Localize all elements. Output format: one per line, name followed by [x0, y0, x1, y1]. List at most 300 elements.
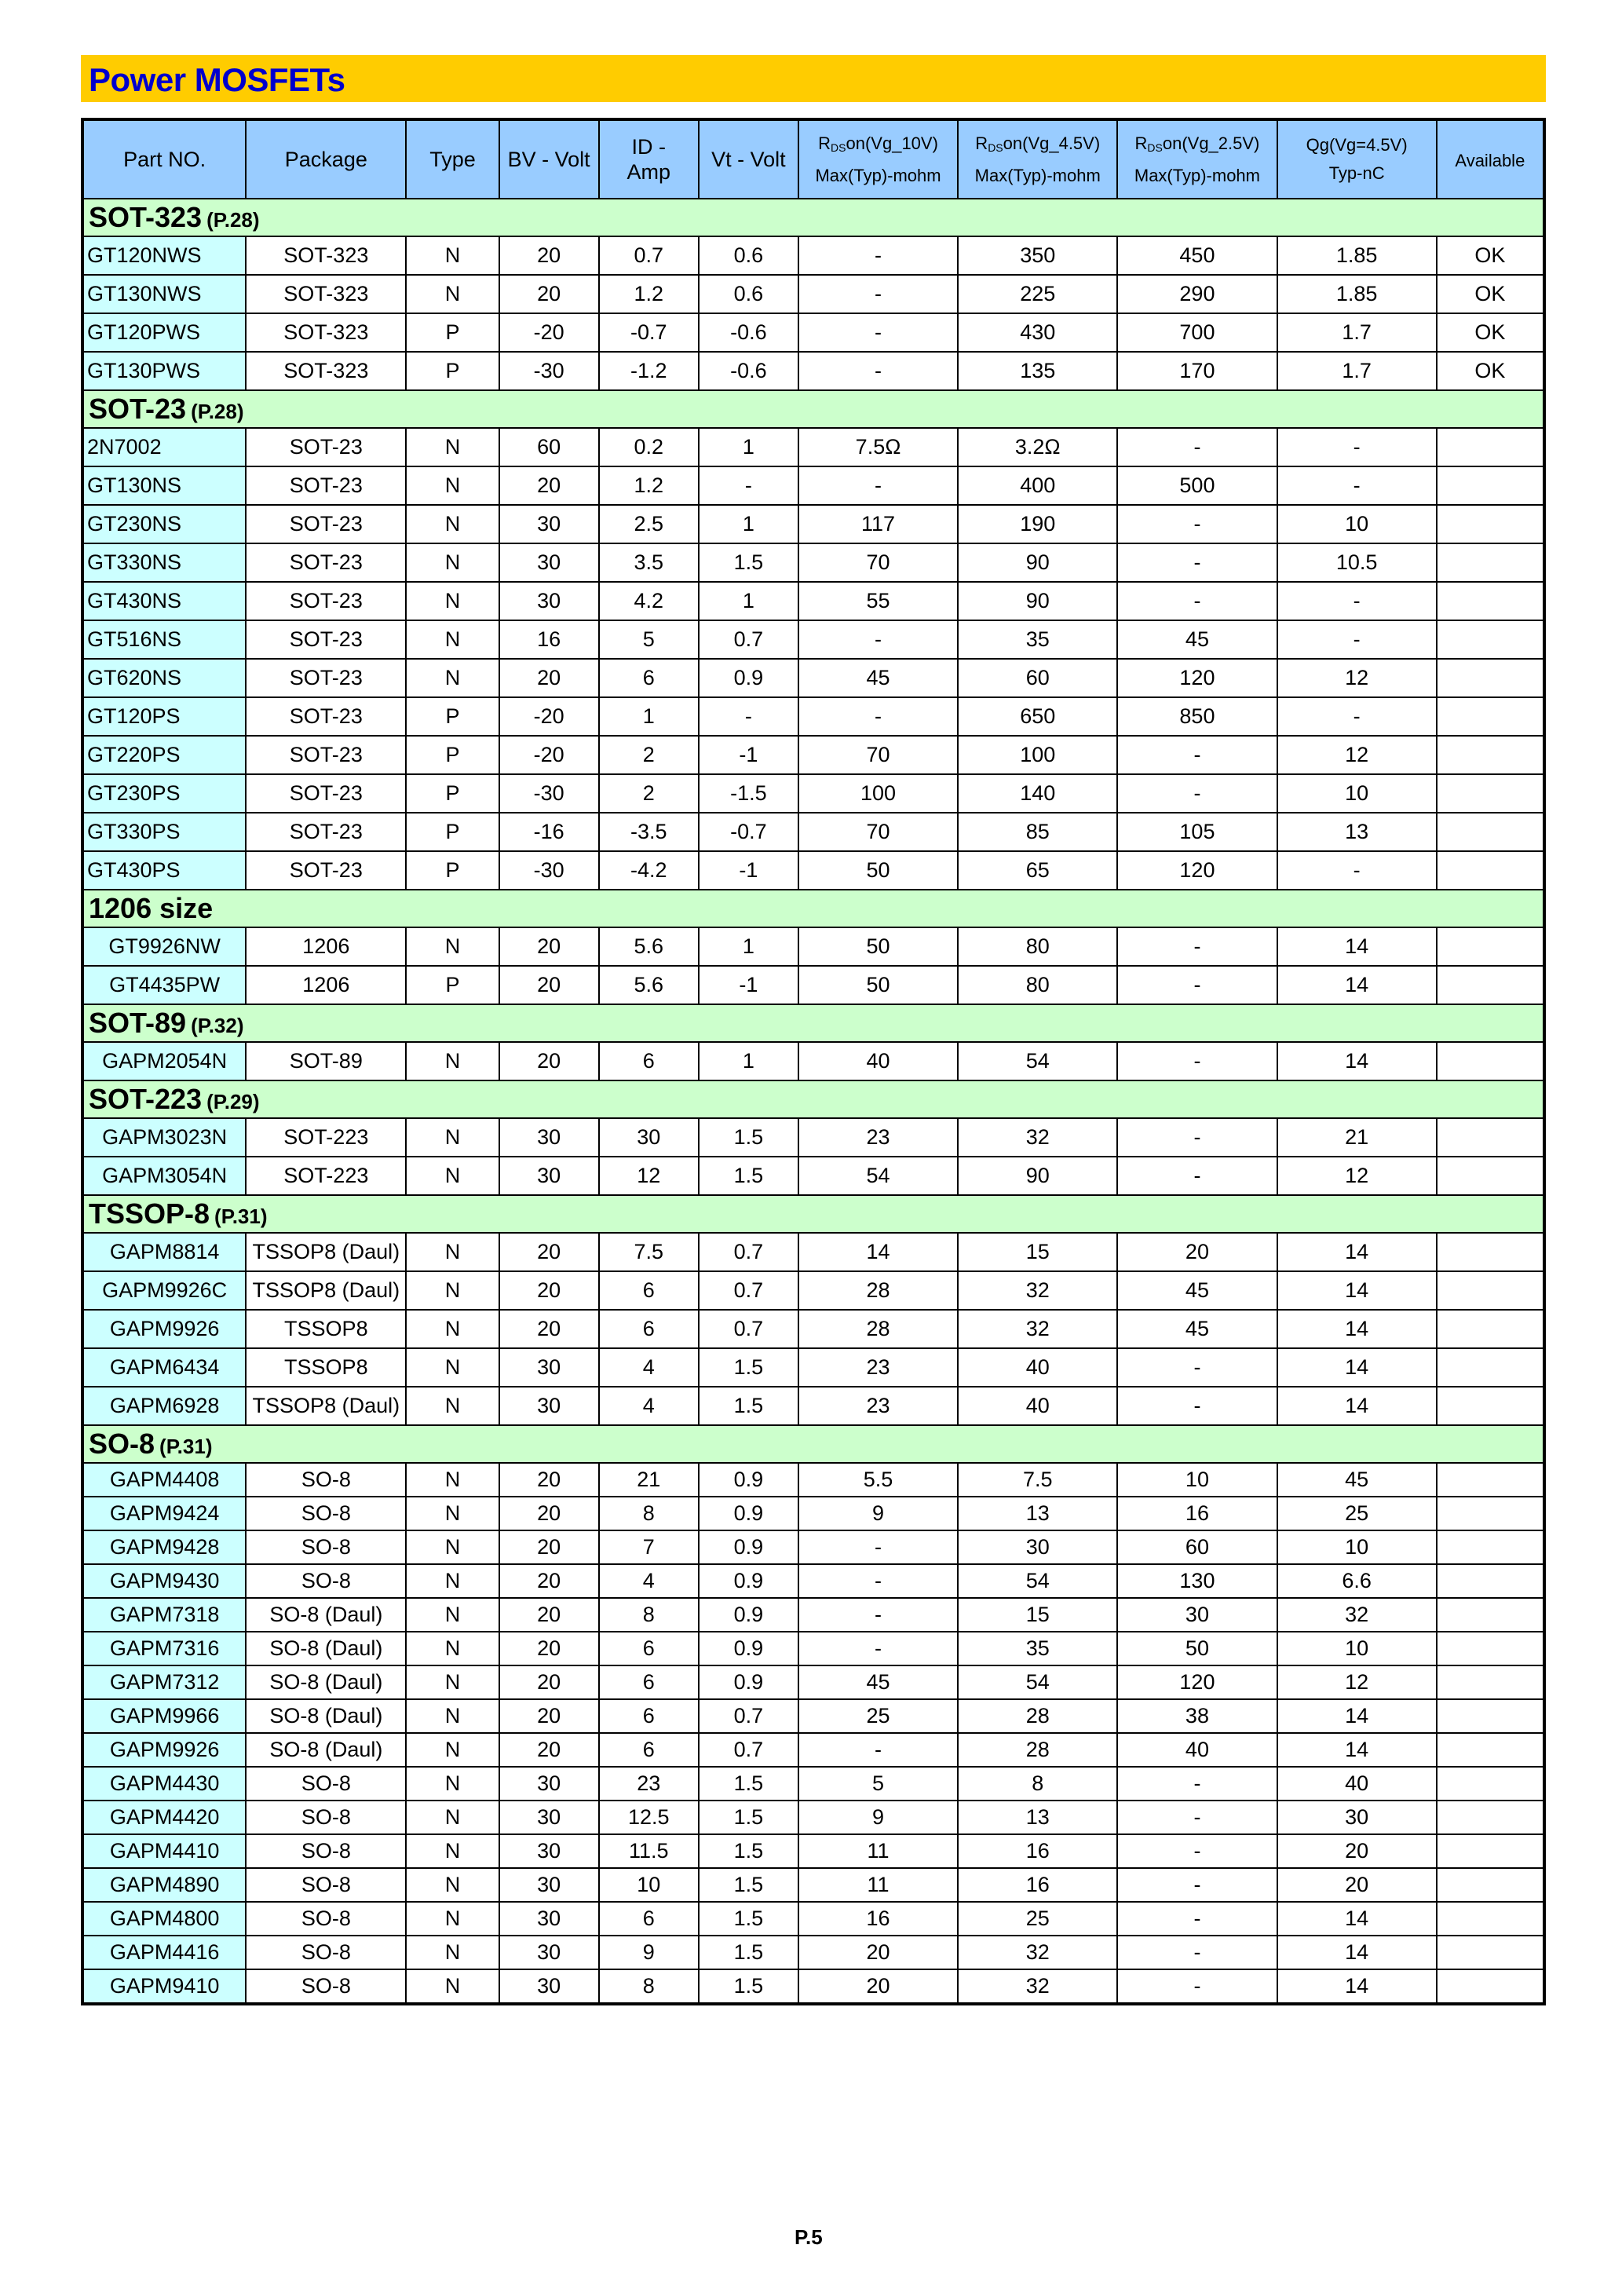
cell-r45: 32 [958, 1936, 1117, 1969]
table-row [82, 697, 1544, 736]
table-row [82, 1733, 1544, 1767]
header-row [82, 119, 1544, 199]
cell-r10: 50 [798, 851, 958, 890]
cell-part: GT516NS [82, 620, 246, 659]
cell-package: SO-8 [246, 1801, 406, 1834]
cell-part: GAPM4890 [82, 1868, 246, 1902]
table-row [82, 1632, 1544, 1665]
cell-qg: 14 [1277, 1387, 1437, 1425]
cell-id: 3.5 [599, 543, 699, 582]
cell-part: GAPM9926C [82, 1271, 246, 1310]
table-row [82, 1564, 1544, 1598]
cell-available [1437, 1564, 1544, 1598]
cell-type: N [406, 236, 499, 275]
cell-part: GAPM9410 [82, 1969, 246, 2004]
cell-r10: - [798, 275, 958, 313]
cell-part: GAPM7316 [82, 1632, 246, 1665]
cell-r25: - [1117, 1902, 1277, 1936]
cell-bv: 30 [499, 1118, 599, 1157]
cell-part: GAPM4420 [82, 1801, 246, 1834]
cell-available [1437, 543, 1544, 582]
cell-r10: 5 [798, 1767, 958, 1801]
cell-bv: 20 [499, 1497, 599, 1530]
cell-available [1437, 927, 1544, 966]
cell-type: P [406, 813, 499, 851]
cell-r25: 45 [1117, 1271, 1277, 1310]
cell-vt: -0.6 [699, 352, 798, 390]
cell-r25: 50 [1117, 1632, 1277, 1665]
cell-type: N [406, 1801, 499, 1834]
cell-package: SOT-23 [246, 736, 406, 774]
cell-vt: 0.9 [699, 1497, 798, 1530]
section-name: SOT-323 [89, 201, 203, 233]
cell-r25: 120 [1117, 851, 1277, 890]
cell-r25: 10 [1117, 1463, 1277, 1497]
table-row [82, 1969, 1544, 2004]
cell-part: GAPM4416 [82, 1936, 246, 1969]
cell-r10: 70 [798, 736, 958, 774]
cell-type: N [406, 1157, 499, 1195]
cell-r10: 70 [798, 813, 958, 851]
cell-r10: 20 [798, 1936, 958, 1969]
cell-available: OK [1437, 275, 1544, 313]
cell-r25: 130 [1117, 1564, 1277, 1598]
cell-type: N [406, 1767, 499, 1801]
header-type-label: Type [429, 147, 476, 171]
cell-type: N [406, 1834, 499, 1868]
cell-part: GAPM8814 [82, 1233, 246, 1271]
cell-r10: 23 [798, 1387, 958, 1425]
cell-qg: 14 [1277, 1348, 1437, 1387]
mosfet-table [81, 118, 1546, 2005]
cell-part: GAPM7318 [82, 1598, 246, 1632]
cell-package: SOT-23 [246, 620, 406, 659]
header-qg [1277, 119, 1437, 199]
header-rds-10v-cond: on(Vg_10V) [846, 133, 938, 153]
cell-r25: 120 [1117, 1665, 1277, 1699]
cell-package: SO-8 [246, 1497, 406, 1530]
table-row [82, 927, 1544, 966]
cell-id: 4 [599, 1387, 699, 1425]
cell-id: 23 [599, 1767, 699, 1801]
cell-id: 6 [599, 659, 699, 697]
cell-r45: 100 [958, 736, 1117, 774]
cell-r45: 190 [958, 505, 1117, 543]
cell-part: GT120PS [82, 697, 246, 736]
cell-r25: 16 [1117, 1497, 1277, 1530]
header-rds-10v-unit: Max(Typ)-mohm [815, 165, 941, 185]
cell-id: 6 [599, 1733, 699, 1767]
section-header-cell [82, 390, 1544, 428]
cell-type: N [406, 1969, 499, 2004]
cell-r10: 25 [798, 1699, 958, 1733]
cell-bv: -30 [499, 851, 599, 890]
cell-bv: 30 [499, 1902, 599, 1936]
cell-r10: 28 [798, 1310, 958, 1348]
cell-part: GT230NS [82, 505, 246, 543]
cell-r45: 54 [958, 1042, 1117, 1080]
cell-r10: - [798, 1530, 958, 1564]
cell-qg: 1.85 [1277, 236, 1437, 275]
cell-bv: 20 [499, 1233, 599, 1271]
cell-r45: 16 [958, 1834, 1117, 1868]
cell-vt: -0.7 [699, 813, 798, 851]
cell-qg: 10 [1277, 1632, 1437, 1665]
section-header-cell [82, 890, 1544, 927]
header-rds-10v-sub: DS [831, 141, 846, 154]
cell-id: 5.6 [599, 966, 699, 1004]
cell-r25: - [1117, 1969, 1277, 2004]
cell-qg: - [1277, 697, 1437, 736]
cell-r25: - [1117, 582, 1277, 620]
cell-vt: 0.6 [699, 275, 798, 313]
cell-r45: 32 [958, 1271, 1117, 1310]
cell-r10: 100 [798, 774, 958, 813]
cell-bv: 30 [499, 1801, 599, 1834]
cell-qg: 12 [1277, 659, 1437, 697]
header-rds-10v-r: R [818, 133, 831, 153]
cell-r45: 65 [958, 851, 1117, 890]
table-row [82, 1699, 1544, 1733]
cell-id: 2 [599, 736, 699, 774]
cell-id: 2.5 [599, 505, 699, 543]
cell-vt: -1.5 [699, 774, 798, 813]
section-header [82, 199, 1544, 236]
cell-vt: 0.9 [699, 1564, 798, 1598]
cell-qg: 14 [1277, 1699, 1437, 1733]
cell-id: 9 [599, 1936, 699, 1969]
cell-bv: 20 [499, 275, 599, 313]
cell-qg: 12 [1277, 736, 1437, 774]
cell-qg: 21 [1277, 1118, 1437, 1157]
cell-package: SOT-23 [246, 659, 406, 697]
cell-id: 12.5 [599, 1801, 699, 1834]
cell-id: 6 [599, 1902, 699, 1936]
cell-package: TSSOP8 (Daul) [246, 1387, 406, 1425]
cell-available [1437, 1767, 1544, 1801]
cell-available [1437, 1118, 1544, 1157]
cell-part: GT220PS [82, 736, 246, 774]
cell-id: 8 [599, 1598, 699, 1632]
header-rds-10v [798, 119, 958, 199]
cell-bv: 30 [499, 1157, 599, 1195]
cell-r25: 20 [1117, 1233, 1277, 1271]
cell-vt: 0.7 [699, 1310, 798, 1348]
cell-id: 11.5 [599, 1834, 699, 1868]
header-rds-45v-sub: DS [988, 141, 1003, 154]
cell-r45: 35 [958, 1632, 1117, 1665]
cell-r25: 105 [1117, 813, 1277, 851]
cell-r45: 54 [958, 1665, 1117, 1699]
cell-part: GAPM3054N [82, 1157, 246, 1195]
cell-r45: 350 [958, 236, 1117, 275]
cell-type: N [406, 1632, 499, 1665]
cell-package: SOT-323 [246, 352, 406, 390]
cell-type: N [406, 1902, 499, 1936]
section-header-cell [82, 1425, 1544, 1463]
cell-r45: 40 [958, 1348, 1117, 1387]
cell-vt: 1 [699, 505, 798, 543]
section-name: TSSOP-8 [89, 1197, 210, 1230]
cell-vt: 0.9 [699, 1665, 798, 1699]
table-row [82, 1902, 1544, 1936]
cell-r45: 16 [958, 1868, 1117, 1902]
cell-qg: - [1277, 428, 1437, 466]
table-row [82, 543, 1544, 582]
cell-r25: - [1117, 1936, 1277, 1969]
cell-bv: 20 [499, 927, 599, 966]
cell-available [1437, 659, 1544, 697]
cell-type: N [406, 659, 499, 697]
cell-available: OK [1437, 313, 1544, 352]
cell-id: 8 [599, 1969, 699, 2004]
cell-available [1437, 1699, 1544, 1733]
cell-available [1437, 1042, 1544, 1080]
cell-package: SOT-23 [246, 466, 406, 505]
cell-package: SOT-23 [246, 428, 406, 466]
cell-available [1437, 1530, 1544, 1564]
cell-available [1437, 1157, 1544, 1195]
cell-qg: 30 [1277, 1801, 1437, 1834]
cell-qg: 10 [1277, 1530, 1437, 1564]
cell-r45: 7.5 [958, 1463, 1117, 1497]
table-row [82, 428, 1544, 466]
cell-available [1437, 736, 1544, 774]
header-rds-45v-unit: Max(Typ)-mohm [974, 165, 1101, 185]
cell-r25: - [1117, 428, 1277, 466]
cell-bv: 30 [499, 1387, 599, 1425]
table-row [82, 1868, 1544, 1902]
cell-r10: 70 [798, 543, 958, 582]
table-row [82, 236, 1544, 275]
section-page-ref: (P.31) [159, 1435, 213, 1458]
cell-type: P [406, 966, 499, 1004]
cell-vt: 1.5 [699, 1936, 798, 1969]
cell-package: SO-8 [246, 1767, 406, 1801]
cell-r25: 45 [1117, 620, 1277, 659]
cell-r45: 25 [958, 1902, 1117, 1936]
cell-available [1437, 1463, 1544, 1497]
cell-bv: 20 [499, 236, 599, 275]
cell-part: GT330NS [82, 543, 246, 582]
cell-type: N [406, 620, 499, 659]
cell-package: TSSOP8 (Daul) [246, 1233, 406, 1271]
cell-package: TSSOP8 (Daul) [246, 1271, 406, 1310]
cell-package: 1206 [246, 966, 406, 1004]
cell-r10: 16 [798, 1902, 958, 1936]
cell-r10: 117 [798, 505, 958, 543]
cell-r45: 90 [958, 543, 1117, 582]
cell-type: N [406, 582, 499, 620]
cell-part: GAPM9430 [82, 1564, 246, 1598]
cell-vt: - [699, 466, 798, 505]
cell-package: SOT-23 [246, 813, 406, 851]
cell-available: OK [1437, 236, 1544, 275]
cell-qg: 14 [1277, 966, 1437, 1004]
cell-type: N [406, 1598, 499, 1632]
cell-available [1437, 1348, 1544, 1387]
header-id [599, 119, 699, 199]
cell-qg: - [1277, 620, 1437, 659]
cell-r45: 140 [958, 774, 1117, 813]
cell-qg: 14 [1277, 1233, 1437, 1271]
cell-available [1437, 1598, 1544, 1632]
cell-available [1437, 1969, 1544, 2004]
cell-r10: 55 [798, 582, 958, 620]
cell-bv: -30 [499, 352, 599, 390]
header-bv [499, 119, 599, 199]
section-name: SOT-223 [89, 1083, 203, 1115]
cell-part: GT330PS [82, 813, 246, 851]
section-page-ref: (P.28) [206, 208, 260, 232]
cell-vt: 1.5 [699, 1834, 798, 1868]
header-vt-label: Vt - Volt [711, 147, 786, 171]
cell-id: 8 [599, 1497, 699, 1530]
cell-vt: 1.5 [699, 1348, 798, 1387]
cell-vt: 1 [699, 582, 798, 620]
table-row [82, 966, 1544, 1004]
cell-qg: 14 [1277, 1936, 1437, 1969]
cell-vt: 1 [699, 428, 798, 466]
cell-r45: 400 [958, 466, 1117, 505]
cell-r25: - [1117, 1387, 1277, 1425]
cell-package: SOT-23 [246, 543, 406, 582]
section-name: SO-8 [89, 1428, 155, 1460]
cell-type: N [406, 1271, 499, 1310]
cell-part: GAPM4410 [82, 1834, 246, 1868]
cell-r25: - [1117, 1801, 1277, 1834]
cell-r10: - [798, 697, 958, 736]
cell-available [1437, 1497, 1544, 1530]
cell-package: SOT-323 [246, 313, 406, 352]
cell-r10: 50 [798, 966, 958, 1004]
cell-qg: 20 [1277, 1868, 1437, 1902]
cell-type: N [406, 1530, 499, 1564]
cell-id: 10 [599, 1868, 699, 1902]
cell-vt: 0.7 [699, 620, 798, 659]
cell-available [1437, 1632, 1544, 1665]
table-row [82, 1497, 1544, 1530]
cell-vt: -1 [699, 966, 798, 1004]
cell-r25: 60 [1117, 1530, 1277, 1564]
section-header-cell [82, 1195, 1544, 1233]
section-header [82, 1080, 1544, 1118]
cell-r10: 7.5Ω [798, 428, 958, 466]
cell-package: SOT-223 [246, 1157, 406, 1195]
cell-r10: 45 [798, 659, 958, 697]
cell-r25: 700 [1117, 313, 1277, 352]
cell-package: SOT-223 [246, 1118, 406, 1157]
cell-qg: 20 [1277, 1834, 1437, 1868]
cell-available [1437, 1733, 1544, 1767]
cell-package: SO-8 [246, 1564, 406, 1598]
cell-vt: -1 [699, 851, 798, 890]
cell-bv: 30 [499, 1969, 599, 2004]
cell-part: GT130NS [82, 466, 246, 505]
cell-r25: - [1117, 1767, 1277, 1801]
cell-part: GT9926NW [82, 927, 246, 966]
cell-bv: 20 [499, 966, 599, 1004]
header-rds-45v [958, 119, 1117, 199]
cell-bv: 30 [499, 1767, 599, 1801]
cell-vt: 1.5 [699, 1902, 798, 1936]
cell-r10: - [798, 352, 958, 390]
table-row [82, 1834, 1544, 1868]
cell-package: SO-8 (Daul) [246, 1699, 406, 1733]
cell-type: N [406, 1310, 499, 1348]
cell-r25: - [1117, 927, 1277, 966]
cell-type: N [406, 1564, 499, 1598]
cell-part: GAPM3023N [82, 1118, 246, 1157]
cell-type: N [406, 1868, 499, 1902]
header-id-line1: ID - [631, 134, 666, 159]
table-row [82, 1387, 1544, 1425]
cell-vt: 1 [699, 927, 798, 966]
cell-bv: 20 [499, 1042, 599, 1080]
cell-type: N [406, 543, 499, 582]
cell-available: OK [1437, 352, 1544, 390]
cell-package: SOT-23 [246, 582, 406, 620]
cell-type: N [406, 1665, 499, 1699]
cell-part: GAPM6928 [82, 1387, 246, 1425]
cell-qg: 12 [1277, 1665, 1437, 1699]
cell-vt: 0.9 [699, 1632, 798, 1665]
cell-package: SOT-323 [246, 236, 406, 275]
cell-vt: 0.7 [699, 1733, 798, 1767]
cell-r10: 54 [798, 1157, 958, 1195]
table-row [82, 1767, 1544, 1801]
cell-r25: 290 [1117, 275, 1277, 313]
cell-id: 30 [599, 1118, 699, 1157]
table-row [82, 620, 1544, 659]
cell-qg: 1.7 [1277, 313, 1437, 352]
header-part [82, 119, 246, 199]
cell-package: TSSOP8 [246, 1348, 406, 1387]
cell-available [1437, 1271, 1544, 1310]
cell-r45: 13 [958, 1497, 1117, 1530]
cell-type: N [406, 1497, 499, 1530]
cell-package: TSSOP8 [246, 1310, 406, 1348]
cell-vt: 1.5 [699, 1157, 798, 1195]
cell-r45: 650 [958, 697, 1117, 736]
cell-id: 4.2 [599, 582, 699, 620]
cell-r45: 225 [958, 275, 1117, 313]
cell-type: N [406, 428, 499, 466]
cell-bv: 20 [499, 1733, 599, 1767]
cell-r45: 32 [958, 1118, 1117, 1157]
cell-r25: - [1117, 774, 1277, 813]
cell-r25: - [1117, 966, 1277, 1004]
cell-available [1437, 697, 1544, 736]
cell-type: N [406, 275, 499, 313]
cell-r25: 38 [1117, 1699, 1277, 1733]
cell-id: 6 [599, 1665, 699, 1699]
cell-r25: - [1117, 1834, 1277, 1868]
cell-qg: 32 [1277, 1598, 1437, 1632]
cell-bv: 30 [499, 543, 599, 582]
cell-vt: 1.5 [699, 1868, 798, 1902]
cell-part: GAPM2054N [82, 1042, 246, 1080]
cell-part: GT120PWS [82, 313, 246, 352]
table-row [82, 1042, 1544, 1080]
cell-available [1437, 582, 1544, 620]
cell-id: 5 [599, 620, 699, 659]
cell-r10: 45 [798, 1665, 958, 1699]
section-page-ref: (P.28) [191, 400, 244, 423]
cell-r10: - [798, 620, 958, 659]
section-page-ref: (P.29) [206, 1090, 260, 1113]
cell-r10: - [798, 466, 958, 505]
